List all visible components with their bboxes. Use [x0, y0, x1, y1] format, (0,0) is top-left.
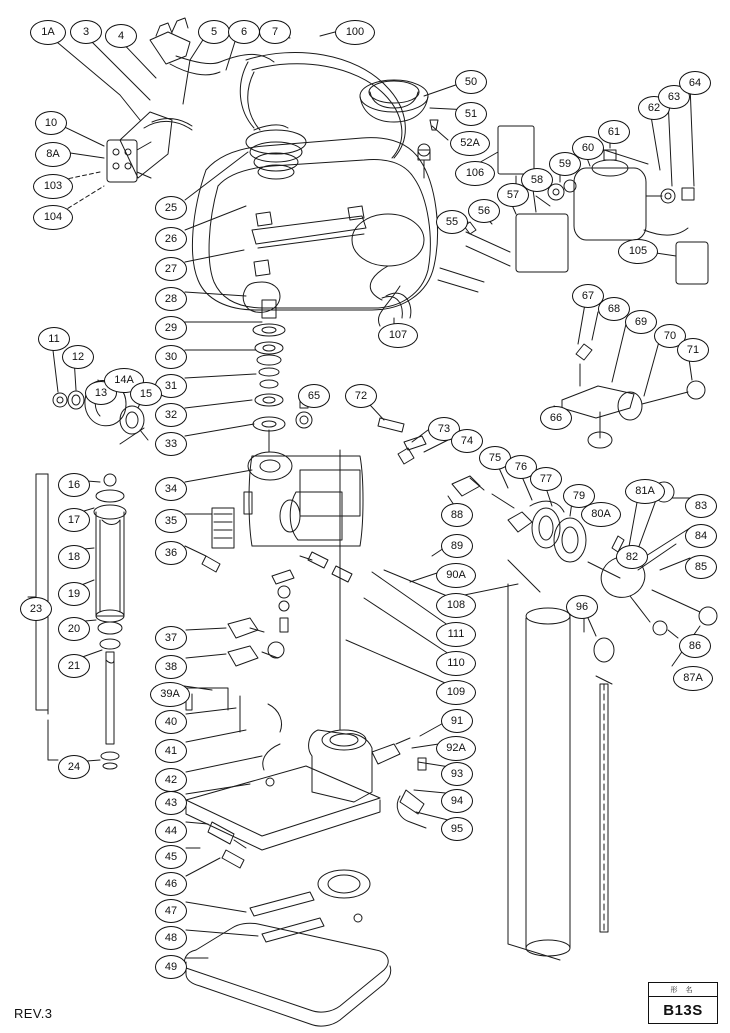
callout-18: 18	[58, 545, 90, 569]
callout-21: 21	[58, 654, 90, 678]
callout-94: 94	[441, 789, 473, 813]
callout-86: 86	[679, 634, 711, 658]
callout-68: 68	[598, 297, 630, 321]
callout-7: 7	[259, 20, 291, 44]
callout-57: 57	[497, 183, 529, 207]
callout-11: 11	[38, 327, 70, 351]
callout-28: 28	[155, 287, 187, 311]
callout-93: 93	[441, 762, 473, 786]
callout-20: 20	[58, 617, 90, 641]
callout-111: 111	[436, 622, 476, 647]
callout-13: 13	[85, 381, 117, 405]
callout-48: 48	[155, 926, 187, 950]
callout-83: 83	[685, 494, 717, 518]
callout-39A: 39A	[150, 682, 190, 707]
callout-66: 66	[540, 406, 572, 430]
callout-110: 110	[436, 651, 476, 676]
callout-24: 24	[58, 755, 90, 779]
callout-84: 84	[685, 524, 717, 548]
callout-80A: 80A	[581, 502, 621, 527]
callout-85: 85	[685, 555, 717, 579]
callout-61: 61	[598, 120, 630, 144]
callout-88: 88	[441, 503, 473, 527]
callout-106: 106	[455, 161, 495, 186]
callout-50: 50	[455, 70, 487, 94]
callout-34: 34	[155, 477, 187, 501]
callout-95: 95	[441, 817, 473, 841]
callout-31: 31	[155, 374, 187, 398]
callout-40: 40	[155, 710, 187, 734]
callout-23: 23	[20, 597, 52, 621]
callout-41: 41	[155, 739, 187, 763]
callout-60: 60	[572, 136, 604, 160]
callout-109: 109	[436, 680, 476, 705]
callout-43: 43	[155, 791, 187, 815]
callout-107: 107	[378, 323, 418, 348]
callout-10: 10	[35, 111, 67, 135]
callout-8A: 8A	[35, 142, 71, 167]
callout-51: 51	[455, 102, 487, 126]
callout-27: 27	[155, 257, 187, 281]
callout-96: 96	[566, 595, 598, 619]
callout-90A: 90A	[436, 563, 476, 588]
callout-26: 26	[155, 227, 187, 251]
callout-108: 108	[436, 593, 476, 618]
callout-5: 5	[198, 20, 230, 44]
callout-67: 67	[572, 284, 604, 308]
callout-37: 37	[155, 626, 187, 650]
callout-6: 6	[228, 20, 260, 44]
callout-105: 105	[618, 239, 658, 264]
callout-79: 79	[563, 484, 595, 508]
callout-15: 15	[130, 382, 162, 406]
callout-1A: 1A	[30, 20, 66, 45]
callout-16: 16	[58, 473, 90, 497]
callout-17: 17	[58, 508, 90, 532]
callout-35: 35	[155, 509, 187, 533]
callout-63: 63	[658, 85, 690, 109]
callout-36: 36	[155, 541, 187, 565]
callout-33: 33	[155, 432, 187, 456]
callout-74: 74	[451, 429, 483, 453]
callout-3: 3	[70, 20, 102, 44]
callout-70: 70	[654, 324, 686, 348]
callout-4: 4	[105, 24, 137, 48]
revision-label: REV.3	[14, 1006, 53, 1021]
callout-92A: 92A	[436, 736, 476, 761]
callout-64: 64	[679, 71, 711, 95]
callout-25: 25	[155, 196, 187, 220]
callout-49: 49	[155, 955, 187, 979]
callout-73: 73	[428, 417, 460, 441]
callout-32: 32	[155, 403, 187, 427]
callout-19: 19	[58, 582, 90, 606]
model-name: B13S	[663, 1001, 703, 1019]
callout-87A: 87A	[673, 666, 713, 691]
callout-45: 45	[155, 845, 187, 869]
callout-76: 76	[505, 455, 537, 479]
callout-69: 69	[625, 310, 657, 334]
callout-44: 44	[155, 819, 187, 843]
callout-47: 47	[155, 899, 187, 923]
callout-103: 103	[33, 174, 73, 199]
callout-42: 42	[155, 768, 187, 792]
callout-59: 59	[549, 152, 581, 176]
callout-81A: 81A	[625, 479, 665, 504]
model-box-header: 形 名	[649, 983, 717, 997]
callout-82: 82	[616, 545, 648, 569]
callout-65: 65	[298, 384, 330, 408]
callout-12: 12	[62, 345, 94, 369]
callout-75: 75	[479, 446, 511, 470]
callout-46: 46	[155, 872, 187, 896]
callout-77: 77	[530, 467, 562, 491]
callout-91: 91	[441, 709, 473, 733]
callout-56: 56	[468, 199, 500, 223]
model-box	[648, 982, 718, 1024]
callout-100: 100	[335, 20, 375, 45]
callout-29: 29	[155, 316, 187, 340]
callout-52A: 52A	[450, 131, 490, 156]
callout-55: 55	[436, 210, 468, 234]
callout-62: 62	[638, 96, 670, 120]
callout-71: 71	[677, 338, 709, 362]
callout-89: 89	[441, 534, 473, 558]
callout-14A: 14A	[104, 368, 144, 393]
callout-38: 38	[155, 655, 187, 679]
callout-58: 58	[521, 168, 553, 192]
callout-30: 30	[155, 345, 187, 369]
callout-72: 72	[345, 384, 377, 408]
callout-104: 104	[33, 205, 73, 230]
